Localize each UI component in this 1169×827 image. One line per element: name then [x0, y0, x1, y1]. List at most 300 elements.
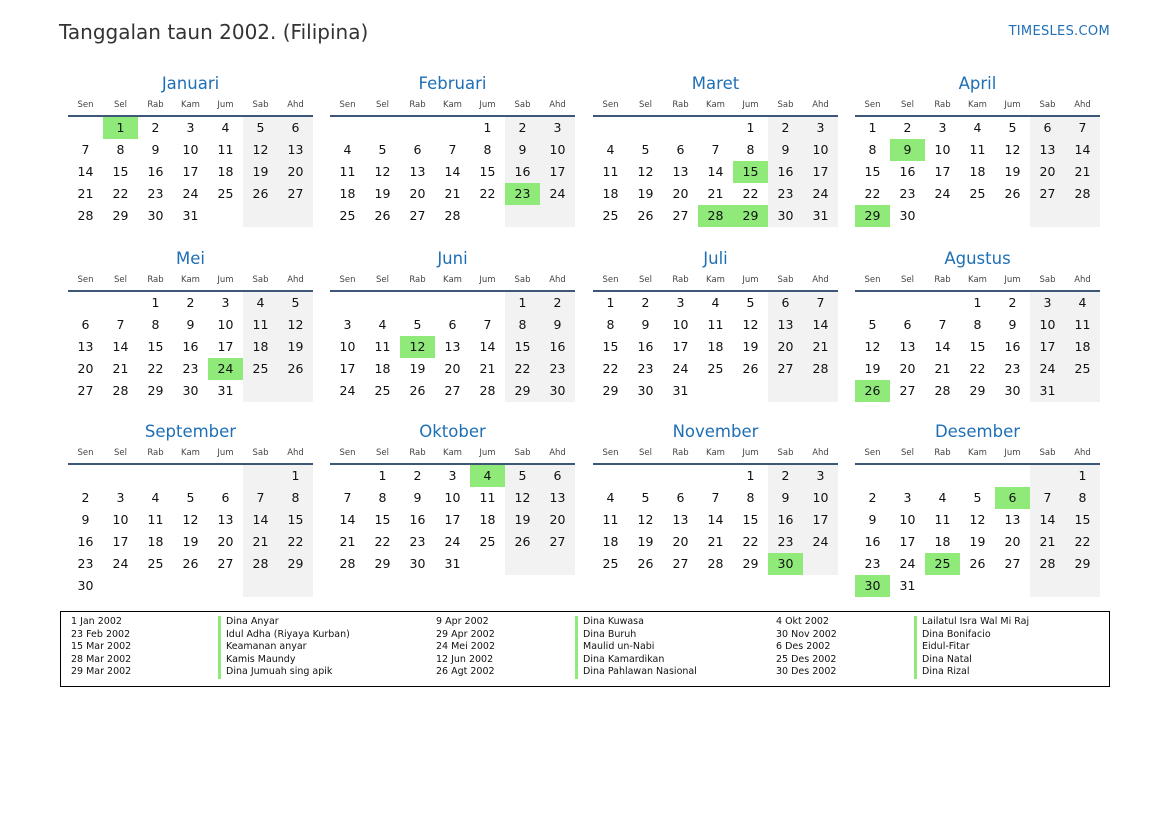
holiday-date: 29 Mar 2002	[71, 666, 132, 678]
weekday-label: Sab	[514, 275, 531, 285]
day-cell: 14	[1030, 509, 1065, 531]
day-cell: 13	[672, 512, 689, 527]
weekday-label: Kam	[443, 448, 462, 458]
empty-cell	[593, 117, 628, 139]
holiday-names-column	[575, 616, 697, 679]
holiday-names-column	[218, 616, 350, 679]
weekday-label: Sen	[602, 100, 619, 110]
day-cell: 7	[1030, 487, 1065, 509]
day-cell: 30	[540, 380, 575, 402]
empty-cell	[925, 205, 960, 227]
day-cell: 3	[803, 117, 838, 139]
empty-cell	[960, 465, 995, 487]
weekday-label: Sab	[514, 448, 531, 458]
weekday-header	[68, 270, 313, 292]
day-cell: 20	[409, 186, 426, 201]
day-cell: 28	[707, 556, 724, 571]
day-cell: 1	[1065, 465, 1100, 487]
day-cell: 8	[378, 490, 387, 505]
day-cell: 6	[221, 490, 230, 505]
weekday-label: Ahd	[287, 100, 304, 110]
week-row	[855, 117, 1100, 139]
day-cell: 6	[540, 465, 575, 487]
empty-cell	[890, 292, 925, 314]
day-cell: 2	[768, 117, 803, 139]
day-cell: 15	[742, 512, 759, 527]
day-cell: 25	[707, 361, 724, 376]
month-title: April	[958, 74, 997, 93]
day-cell: 23	[637, 361, 654, 376]
day-cell: 11	[339, 164, 356, 179]
weekday-label: Sel	[376, 275, 389, 285]
day-cell: 4	[470, 465, 505, 487]
month-mei	[68, 248, 313, 402]
day-cell: 4	[378, 317, 387, 332]
week-row	[855, 292, 1100, 314]
month-title: September	[144, 422, 237, 441]
empty-cell	[733, 380, 768, 402]
day-cell: 17	[803, 509, 838, 531]
weekday-label: Rab	[672, 100, 689, 110]
day-cell: 24	[112, 556, 129, 571]
day-cell: 17	[899, 534, 916, 549]
day-cell: 28	[77, 208, 94, 223]
weekday-label: Rab	[672, 275, 689, 285]
day-cell: 4	[606, 142, 615, 157]
day-cell: 19	[374, 186, 391, 201]
day-cell: 9	[890, 139, 925, 161]
week-row	[855, 336, 1100, 358]
weekday-label: Ahd	[287, 275, 304, 285]
month-title: Oktober	[419, 422, 486, 441]
week-row	[68, 553, 313, 575]
holiday-name: Keamanan anyar	[226, 641, 307, 653]
brand-link[interactable]: TIMESLES.COM	[1008, 24, 1110, 39]
day-cell: 6	[676, 142, 685, 157]
empty-cell	[803, 380, 838, 402]
day-cell: 19	[969, 534, 986, 549]
empty-cell	[855, 465, 890, 487]
weekday-header	[855, 443, 1100, 465]
weekday-label: Sel	[639, 100, 652, 110]
month-april	[855, 73, 1100, 227]
week-row	[855, 161, 1100, 183]
day-cell: 8	[1065, 487, 1100, 509]
day-cell: 10	[672, 317, 689, 332]
day-cell: 23	[768, 531, 803, 553]
day-cell: 30	[182, 383, 199, 398]
day-cell: 31	[444, 556, 461, 571]
weekday-label: Sen	[864, 100, 881, 110]
day-cell: 12	[1004, 142, 1021, 157]
day-cell: 26	[409, 383, 426, 398]
day-cell: 19	[278, 336, 313, 358]
day-cell: 1	[483, 120, 492, 135]
week-row	[593, 205, 838, 227]
day-cell: 21	[339, 534, 356, 549]
day-cell: 15	[1065, 509, 1100, 531]
month-title: Mei	[176, 249, 205, 268]
weekday-label: Sel	[901, 448, 914, 458]
day-cell: 9	[768, 487, 803, 509]
weekday-label: Ahd	[812, 100, 829, 110]
day-cell: 5	[1008, 120, 1017, 135]
day-cell: 23	[540, 358, 575, 380]
week-row	[68, 380, 313, 402]
weekday-label: Sab	[777, 275, 794, 285]
empty-cell	[278, 575, 313, 597]
week-row	[68, 117, 313, 139]
day-cell: 16	[182, 339, 199, 354]
day-cell: 25	[1065, 358, 1100, 380]
day-cell: 29	[733, 205, 768, 227]
holiday-date: 26 Agt 2002	[436, 666, 495, 678]
weekday-label: Jum	[742, 100, 759, 110]
empty-cell	[803, 553, 838, 575]
empty-cell	[173, 575, 208, 597]
day-cell: 9	[413, 490, 422, 505]
day-cell: 11	[1065, 314, 1100, 336]
empty-cell	[1030, 205, 1065, 227]
week-row	[330, 531, 575, 553]
day-cell: 31	[672, 383, 689, 398]
day-cell: 9	[540, 314, 575, 336]
day-cell: 29	[374, 556, 391, 571]
day-cell: 26	[637, 208, 654, 223]
day-cell: 14	[77, 164, 94, 179]
day-cell: 8	[973, 317, 982, 332]
holiday-name: Eidul-Fitar	[922, 641, 970, 653]
empty-cell	[103, 575, 138, 597]
weekday-label: Sel	[639, 275, 652, 285]
day-cell: 7	[243, 487, 278, 509]
day-cell: 29	[969, 383, 986, 398]
week-row	[68, 205, 313, 227]
day-cell: 5	[973, 490, 982, 505]
day-cell: 25	[374, 383, 391, 398]
empty-cell	[330, 292, 365, 314]
day-cell: 5	[413, 317, 422, 332]
day-cell: 14	[934, 339, 951, 354]
week-row	[593, 314, 838, 336]
holiday-name: Dina Kamardikan	[583, 653, 665, 665]
day-cell: 1	[746, 468, 755, 483]
day-cell: 27	[217, 556, 234, 571]
week-row	[68, 487, 313, 509]
weekday-label: Rab	[147, 275, 164, 285]
day-cell: 10	[339, 339, 356, 354]
day-cell: 8	[116, 142, 125, 157]
day-cell: 10	[540, 139, 575, 161]
day-cell: 7	[711, 142, 720, 157]
week-row	[330, 465, 575, 487]
empty-cell	[138, 575, 173, 597]
day-cell: 25	[925, 553, 960, 575]
day-cell: 1	[606, 295, 615, 310]
month-juni	[330, 248, 575, 402]
day-cell: 21	[77, 186, 94, 201]
holiday-date: 25 Des 2002	[776, 653, 837, 665]
holiday-date: 30 Nov 2002	[776, 628, 837, 640]
empty-cell	[330, 465, 365, 487]
day-cell: 2	[868, 490, 877, 505]
week-row	[330, 117, 575, 139]
day-cell: 28	[112, 383, 129, 398]
day-cell: 29	[602, 383, 619, 398]
day-cell: 6	[676, 490, 685, 505]
day-cell: 11	[147, 512, 164, 527]
day-cell: 3	[676, 295, 685, 310]
day-cell: 12	[637, 164, 654, 179]
day-cell: 16	[637, 339, 654, 354]
day-cell: 12	[864, 339, 881, 354]
empty-cell	[435, 292, 470, 314]
page-title: Tanggalan taun 2002. (Filipina)	[59, 20, 369, 44]
weekday-header	[855, 95, 1100, 117]
day-cell: 8	[746, 142, 755, 157]
holiday-name: Dina Bonifacio	[922, 628, 991, 640]
week-row	[855, 380, 1100, 402]
day-cell: 3	[116, 490, 125, 505]
weekday-label: Kam	[706, 100, 725, 110]
day-cell: 30	[768, 205, 803, 227]
holiday-dates-column	[71, 616, 131, 679]
day-cell: 20	[540, 509, 575, 531]
weekday-label: Sab	[777, 100, 794, 110]
empty-cell	[103, 465, 138, 487]
weekday-label: Ahd	[812, 275, 829, 285]
day-cell: 2	[413, 468, 422, 483]
weekday-label: Kam	[181, 100, 200, 110]
day-cell: 24	[1030, 358, 1065, 380]
week-row	[593, 117, 838, 139]
day-cell: 12	[969, 512, 986, 527]
day-cell: 18	[969, 164, 986, 179]
day-cell: 27	[899, 383, 916, 398]
day-cell: 7	[803, 292, 838, 314]
day-cell: 27	[409, 208, 426, 223]
day-cell: 12	[505, 487, 540, 509]
day-cell: 2	[768, 465, 803, 487]
day-cell: 3	[221, 295, 230, 310]
day-cell: 27	[77, 383, 94, 398]
day-cell: 24	[803, 183, 838, 205]
day-cell: 26	[505, 531, 540, 553]
day-cell: 21	[243, 531, 278, 553]
day-cell: 9	[81, 512, 90, 527]
weekday-label: Kam	[968, 100, 987, 110]
day-cell: 10	[1030, 314, 1065, 336]
holiday-name: Kamis Maundy	[226, 653, 296, 665]
day-cell: 2	[505, 117, 540, 139]
holiday-date: 29 Apr 2002	[436, 628, 495, 640]
day-cell: 19	[637, 186, 654, 201]
day-cell: 3	[903, 490, 912, 505]
month-title: Juli	[703, 249, 728, 268]
day-cell: 24	[899, 556, 916, 571]
week-row	[593, 336, 838, 358]
day-cell: 15	[374, 512, 391, 527]
day-cell: 11	[374, 339, 391, 354]
weekday-header	[68, 443, 313, 465]
day-cell: 10	[112, 512, 129, 527]
day-cell: 20	[672, 534, 689, 549]
holiday-date: 28 Mar 2002	[71, 653, 132, 665]
day-cell: 7	[448, 142, 457, 157]
week-row	[68, 139, 313, 161]
day-cell: 5	[243, 117, 278, 139]
day-cell: 15	[505, 336, 540, 358]
holiday-name: Dina Pahlawan Nasional	[583, 666, 697, 678]
day-cell: 25	[969, 186, 986, 201]
week-row	[330, 509, 575, 531]
empty-cell	[400, 292, 435, 314]
day-cell: 19	[742, 339, 759, 354]
weekday-label: Sab	[252, 448, 269, 458]
week-row	[593, 380, 838, 402]
day-cell: 22	[864, 186, 881, 201]
weekday-label: Jum	[479, 275, 496, 285]
day-cell: 5	[868, 317, 877, 332]
day-cell: 4	[221, 120, 230, 135]
day-cell: 27	[444, 383, 461, 398]
day-cell: 31	[217, 383, 234, 398]
weekday-label: Sen	[864, 275, 881, 285]
day-cell: 21	[803, 336, 838, 358]
day-cell: 3	[1030, 292, 1065, 314]
day-cell: 4	[973, 120, 982, 135]
weekday-label: Kam	[181, 448, 200, 458]
day-cell: 11	[602, 512, 619, 527]
weekday-label: Sen	[602, 275, 619, 285]
day-cell: 28	[243, 553, 278, 575]
day-cell: 12	[742, 317, 759, 332]
weekday-label: Sab	[777, 448, 794, 458]
day-cell: 18	[602, 186, 619, 201]
day-cell: 25	[602, 208, 619, 223]
day-cell: 22	[112, 186, 129, 201]
day-cell: 31	[803, 205, 838, 227]
empty-cell	[960, 575, 995, 597]
day-cell: 13	[672, 164, 689, 179]
day-cell: 29	[855, 205, 890, 227]
day-cell: 4	[711, 295, 720, 310]
day-cell: 5	[641, 142, 650, 157]
day-cell: 30	[637, 383, 654, 398]
day-cell: 28	[934, 383, 951, 398]
day-cell: 16	[505, 161, 540, 183]
week-row	[593, 553, 838, 575]
week-row	[330, 553, 575, 575]
week-row	[330, 139, 575, 161]
day-cell: 20	[77, 361, 94, 376]
day-cell: 19	[864, 361, 881, 376]
month-februari	[330, 73, 575, 227]
holiday-name: Dina Kuwasa	[583, 616, 644, 627]
day-cell: 19	[505, 509, 540, 531]
day-cell: 3	[540, 117, 575, 139]
day-cell: 11	[707, 317, 724, 332]
day-cell: 22	[602, 361, 619, 376]
weekday-label: Kam	[443, 100, 462, 110]
day-cell: 18	[479, 512, 496, 527]
day-cell: 6	[81, 317, 90, 332]
weekday-label: Kam	[968, 448, 987, 458]
empty-cell	[1065, 380, 1100, 402]
day-cell: 3	[938, 120, 947, 135]
day-cell: 3	[803, 465, 838, 487]
day-cell: 21	[1065, 161, 1100, 183]
month-title: Maret	[691, 74, 740, 93]
day-cell: 24	[339, 383, 356, 398]
day-cell: 26	[374, 208, 391, 223]
day-cell: 13	[217, 512, 234, 527]
month-desember	[855, 421, 1100, 597]
day-cell: 6	[278, 117, 313, 139]
day-cell: 29	[112, 208, 129, 223]
day-cell: 11	[969, 142, 986, 157]
weekday-header	[593, 95, 838, 117]
day-cell: 20	[1030, 161, 1065, 183]
empty-cell	[470, 292, 505, 314]
day-cell: 16	[864, 534, 881, 549]
week-row	[68, 314, 313, 336]
week-row	[855, 183, 1100, 205]
day-cell: 9	[505, 139, 540, 161]
day-cell: 23	[77, 556, 94, 571]
weekday-label: Sab	[1039, 275, 1056, 285]
week-row	[330, 161, 575, 183]
day-cell: 5	[505, 465, 540, 487]
weekday-label: Sab	[252, 100, 269, 110]
day-cell: 7	[343, 490, 352, 505]
day-cell: 29	[742, 556, 759, 571]
empty-cell	[663, 465, 698, 487]
day-cell: 14	[479, 339, 496, 354]
day-cell: 25	[479, 534, 496, 549]
day-cell: 25	[217, 186, 234, 201]
empty-cell	[435, 117, 470, 139]
weekday-label: Ahd	[1074, 100, 1091, 110]
day-cell: 28	[444, 208, 461, 223]
holiday-date: 6 Des 2002	[776, 641, 831, 653]
weekday-label: Sen	[339, 448, 356, 458]
day-cell: 21	[479, 361, 496, 376]
day-cell: 27	[1004, 556, 1021, 571]
empty-cell	[698, 465, 733, 487]
day-cell: 27	[768, 358, 803, 380]
day-cell: 31	[182, 208, 199, 223]
day-cell: 16	[899, 164, 916, 179]
day-cell: 6	[413, 142, 422, 157]
day-cell: 12	[637, 512, 654, 527]
month-title: Februari	[418, 74, 487, 93]
day-cell: 21	[934, 361, 951, 376]
empty-cell	[540, 553, 575, 575]
week-row	[855, 358, 1100, 380]
weekday-label: Sab	[1039, 448, 1056, 458]
day-cell: 23	[505, 183, 540, 205]
day-cell: 23	[1004, 361, 1021, 376]
weekday-label: Ahd	[1074, 448, 1091, 458]
day-cell: 8	[483, 142, 492, 157]
empty-cell	[540, 205, 575, 227]
day-cell: 7	[483, 317, 492, 332]
day-cell: 9	[151, 142, 160, 157]
day-cell: 10	[217, 317, 234, 332]
empty-cell	[400, 117, 435, 139]
holiday-dates-column	[776, 616, 837, 679]
